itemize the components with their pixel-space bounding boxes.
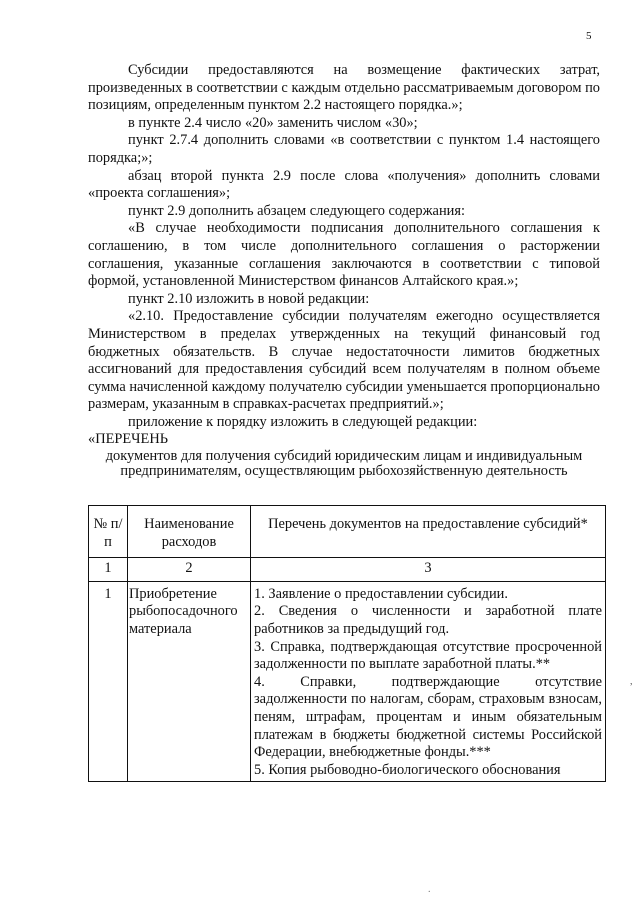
paragraph: пункт 2.10 изложить в новой редакции: [128, 290, 370, 307]
list-heading: «ПЕРЕЧЕНЬ [88, 431, 168, 448]
paragraph: в пункте 2.4 число «20» заменить числом «30»; [128, 114, 418, 131]
paragraph: «2.10. Предоставление субсидии получателям ежегодно осуществляется Министерством в пределах утвержденных на текущий финансовый год бюджетных обязательств. В случае недостаточности лимитов бюджетных ассигнований для предоставления субсидий всем получателям в полном объеме сумма начисленной каждому получателю субсидии уменьшается пропорционально размерам, указанным в справках-расчетах предприятий.»; [88, 308, 600, 413]
paragraph: приложение к порядку изложить в следующей редакции: [128, 413, 478, 430]
document-item: 4. Справки, подтверждающие отсутствие задолженности по налогам, сборам, страховым взносам, пеням, штрафам, процентам и иным обязательным платежам в бюджеты бюджетной системы Российской Федерации, внебюджетные фонды.*** [254, 673, 602, 761]
documents-table [88, 505, 606, 782]
row-expense-name: Приобретение рыбопосадочного материала [128, 581, 251, 782]
margin-mark: , [630, 676, 633, 687]
page-number: 5 [586, 30, 592, 42]
body-text [88, 62, 600, 479]
paragraph: абзац второй пункта 2.9 после слова «получения» дополнить словами «проекта соглашения»; [88, 167, 600, 202]
list-subtitle: документов для получения субсидий юридическим лицам и индивидуальным предпринимателям, осуществляющим рыбохозяйственную деятельность [105, 448, 583, 480]
document-item: 5. Копия рыбоводно-биологического обоснования [254, 761, 561, 778]
index-cell: 2 [128, 558, 251, 582]
table-header-row [89, 506, 606, 558]
index-cell: 3 [251, 558, 606, 582]
paragraph: пункт 2.7.4 дополнить словами «в соответствии с пунктом 1.4 настоящего порядка;»; [88, 132, 600, 166]
index-cell: 1 [89, 558, 128, 582]
row-documents [251, 581, 606, 782]
paragraph: пункт 2.9 дополнить абзацем следующего содержания: [128, 202, 465, 219]
header-number: № п/п [89, 506, 128, 558]
row-number: 1 [89, 581, 128, 782]
document-item: 2. Сведения о численности и заработной плате работников за предыдущий год. [254, 603, 602, 637]
list-title [88, 431, 600, 479]
scan-dot: . [428, 884, 431, 895]
header-documents: Перечень документов на предоставление субсидий* [251, 506, 606, 558]
document-item: 3. Справка, подтверждающая отсутствие просроченной задолженности по выплате заработной платы.** [254, 638, 602, 673]
header-expense-name: Наименование расходов [128, 506, 251, 558]
table-row [89, 581, 606, 782]
paragraph: Субсидии предоставляются на возмещение фактических затрат, произведенных в соответствии с каждым отдельно рассматриваемым договором по позициям, определенным пунктом 2.2 настоящего порядка.»; [88, 62, 600, 114]
document-item: 1. Заявление о предоставлении субсидии. [254, 585, 508, 602]
paragraph: «В случае необходимости подписания дополнительного соглашения к соглашению, в том числе дополнительного соглашения о расторжении соглашения, указанные соглашения заключаются в соответствии с типовой формой, установленной Министерством финансов Алтайского края.»; [88, 220, 600, 290]
table-index-row [89, 558, 606, 582]
